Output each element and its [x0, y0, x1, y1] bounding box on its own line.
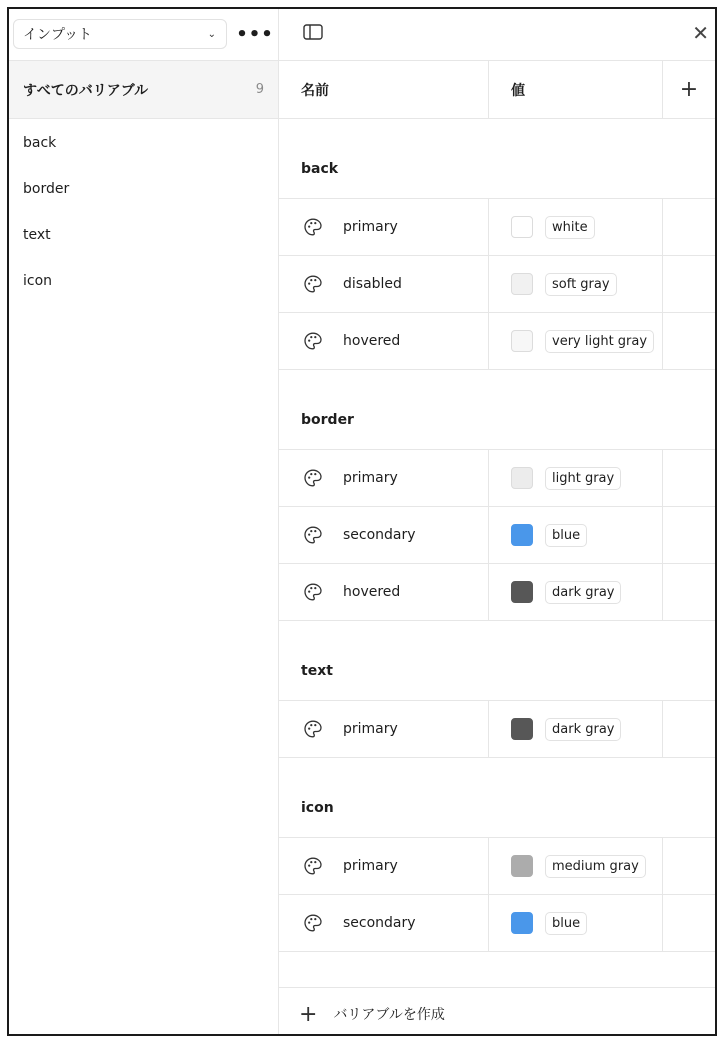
- palette-icon: [303, 913, 323, 933]
- empty-cell: [663, 895, 715, 951]
- table-header: [279, 61, 715, 119]
- value-pill[interactable]: light gray: [545, 467, 621, 490]
- value-pill[interactable]: dark gray: [545, 718, 621, 741]
- sidebar-toolbar: [9, 9, 278, 61]
- table-row[interactable]: [279, 838, 715, 895]
- variable-value-cell[interactable]: [489, 701, 663, 757]
- all-variables-label: すべてのバリアブル: [23, 82, 149, 99]
- variables-table-panel: [279, 9, 715, 1034]
- variable-name: secondary: [343, 915, 416, 931]
- color-swatch[interactable]: [511, 912, 533, 934]
- chevron-down-icon: ⌄: [207, 28, 216, 40]
- color-swatch[interactable]: [511, 216, 533, 238]
- variable-value-cell[interactable]: [489, 507, 663, 563]
- group-header-icon: icon: [279, 758, 715, 838]
- all-variables-item[interactable]: [9, 61, 278, 119]
- empty-cell: [663, 564, 715, 620]
- value-pill[interactable]: blue: [545, 912, 587, 935]
- table-row[interactable]: [279, 313, 715, 370]
- value-pill[interactable]: medium gray: [545, 855, 646, 878]
- variable-groups: [279, 119, 715, 952]
- group-header-back: back: [279, 119, 715, 199]
- create-variable-button[interactable]: [279, 988, 715, 1036]
- group-list: [9, 119, 278, 317]
- value-pill[interactable]: dark gray: [545, 581, 621, 604]
- variable-value-cell[interactable]: [489, 838, 663, 894]
- sidebar: [9, 9, 279, 1034]
- empty-cell: [663, 256, 715, 312]
- variable-name: primary: [343, 721, 398, 737]
- all-variables-count: 9: [255, 82, 264, 97]
- color-swatch[interactable]: [511, 467, 533, 489]
- create-variable-label: バリアブルを作成: [333, 1007, 445, 1023]
- group-header-text: text: [279, 621, 715, 701]
- empty-cell: [663, 199, 715, 255]
- plus-icon: +: [299, 1001, 318, 1027]
- collection-select[interactable]: [13, 19, 227, 49]
- palette-icon: [303, 856, 323, 876]
- empty-cell: [663, 507, 715, 563]
- variable-name: hovered: [343, 333, 401, 349]
- empty-cell: [663, 701, 715, 757]
- color-swatch[interactable]: [511, 855, 533, 877]
- empty-cell: [663, 450, 715, 506]
- add-column-button[interactable]: +: [679, 77, 699, 102]
- variable-name-cell[interactable]: [279, 507, 489, 563]
- variable-name: primary: [343, 470, 398, 486]
- variable-value-cell[interactable]: [489, 313, 663, 369]
- main-toolbar: [279, 9, 715, 61]
- variable-name-cell[interactable]: [279, 838, 489, 894]
- variable-name: primary: [343, 219, 398, 235]
- variable-value-cell[interactable]: [489, 199, 663, 255]
- group-header-border: border: [279, 370, 715, 450]
- color-swatch[interactable]: [511, 273, 533, 295]
- value-pill[interactable]: blue: [545, 524, 587, 547]
- palette-icon: [303, 719, 323, 739]
- palette-icon: [303, 331, 323, 351]
- palette-icon: [303, 582, 323, 602]
- color-swatch[interactable]: [511, 718, 533, 740]
- column-header-value: 値: [489, 61, 663, 118]
- variable-name-cell[interactable]: [279, 895, 489, 951]
- variable-name-cell[interactable]: [279, 450, 489, 506]
- close-button[interactable]: ✕: [692, 21, 709, 45]
- variable-name-cell[interactable]: [279, 564, 489, 620]
- variable-name: disabled: [343, 276, 402, 292]
- variable-value-cell[interactable]: [489, 450, 663, 506]
- sidebar-toggle-icon[interactable]: [303, 24, 323, 40]
- value-pill[interactable]: white: [545, 216, 595, 239]
- variable-name-cell[interactable]: [279, 701, 489, 757]
- table-row[interactable]: [279, 450, 715, 507]
- variable-name: secondary: [343, 527, 416, 543]
- table-row[interactable]: [279, 256, 715, 313]
- empty-cell: [663, 838, 715, 894]
- column-header-name: 名前: [279, 61, 489, 118]
- table-row[interactable]: [279, 895, 715, 952]
- sidebar-item-back[interactable]: back: [23, 135, 57, 151]
- variable-name: hovered: [343, 584, 401, 600]
- palette-icon: [303, 525, 323, 545]
- collection-select-label: インプット: [23, 27, 93, 43]
- value-pill[interactable]: soft gray: [545, 273, 617, 296]
- palette-icon: [303, 468, 323, 488]
- palette-icon: [303, 217, 323, 237]
- empty-cell: [663, 313, 715, 369]
- variables-panel: [7, 7, 717, 1036]
- table-row[interactable]: [279, 701, 715, 758]
- table-end: [279, 952, 715, 988]
- sidebar-item-border[interactable]: border: [23, 181, 70, 197]
- table-row[interactable]: [279, 564, 715, 621]
- variable-value-cell[interactable]: [489, 895, 663, 951]
- variable-name-cell[interactable]: [279, 256, 489, 312]
- color-swatch[interactable]: [511, 581, 533, 603]
- color-swatch[interactable]: [511, 524, 533, 546]
- sidebar-item-icon[interactable]: icon: [23, 273, 53, 289]
- table-row[interactable]: [279, 507, 715, 564]
- variable-value-cell[interactable]: [489, 564, 663, 620]
- table-row[interactable]: [279, 199, 715, 256]
- value-pill[interactable]: very light gray: [545, 330, 654, 353]
- more-options-button[interactable]: •••: [236, 23, 274, 45]
- color-swatch[interactable]: [511, 330, 533, 352]
- variable-name-cell[interactable]: [279, 199, 489, 255]
- variable-name: primary: [343, 858, 398, 874]
- variable-value-cell[interactable]: [489, 256, 663, 312]
- palette-icon: [303, 274, 323, 294]
- sidebar-item-text[interactable]: text: [23, 227, 51, 243]
- variable-name-cell[interactable]: [279, 313, 489, 369]
